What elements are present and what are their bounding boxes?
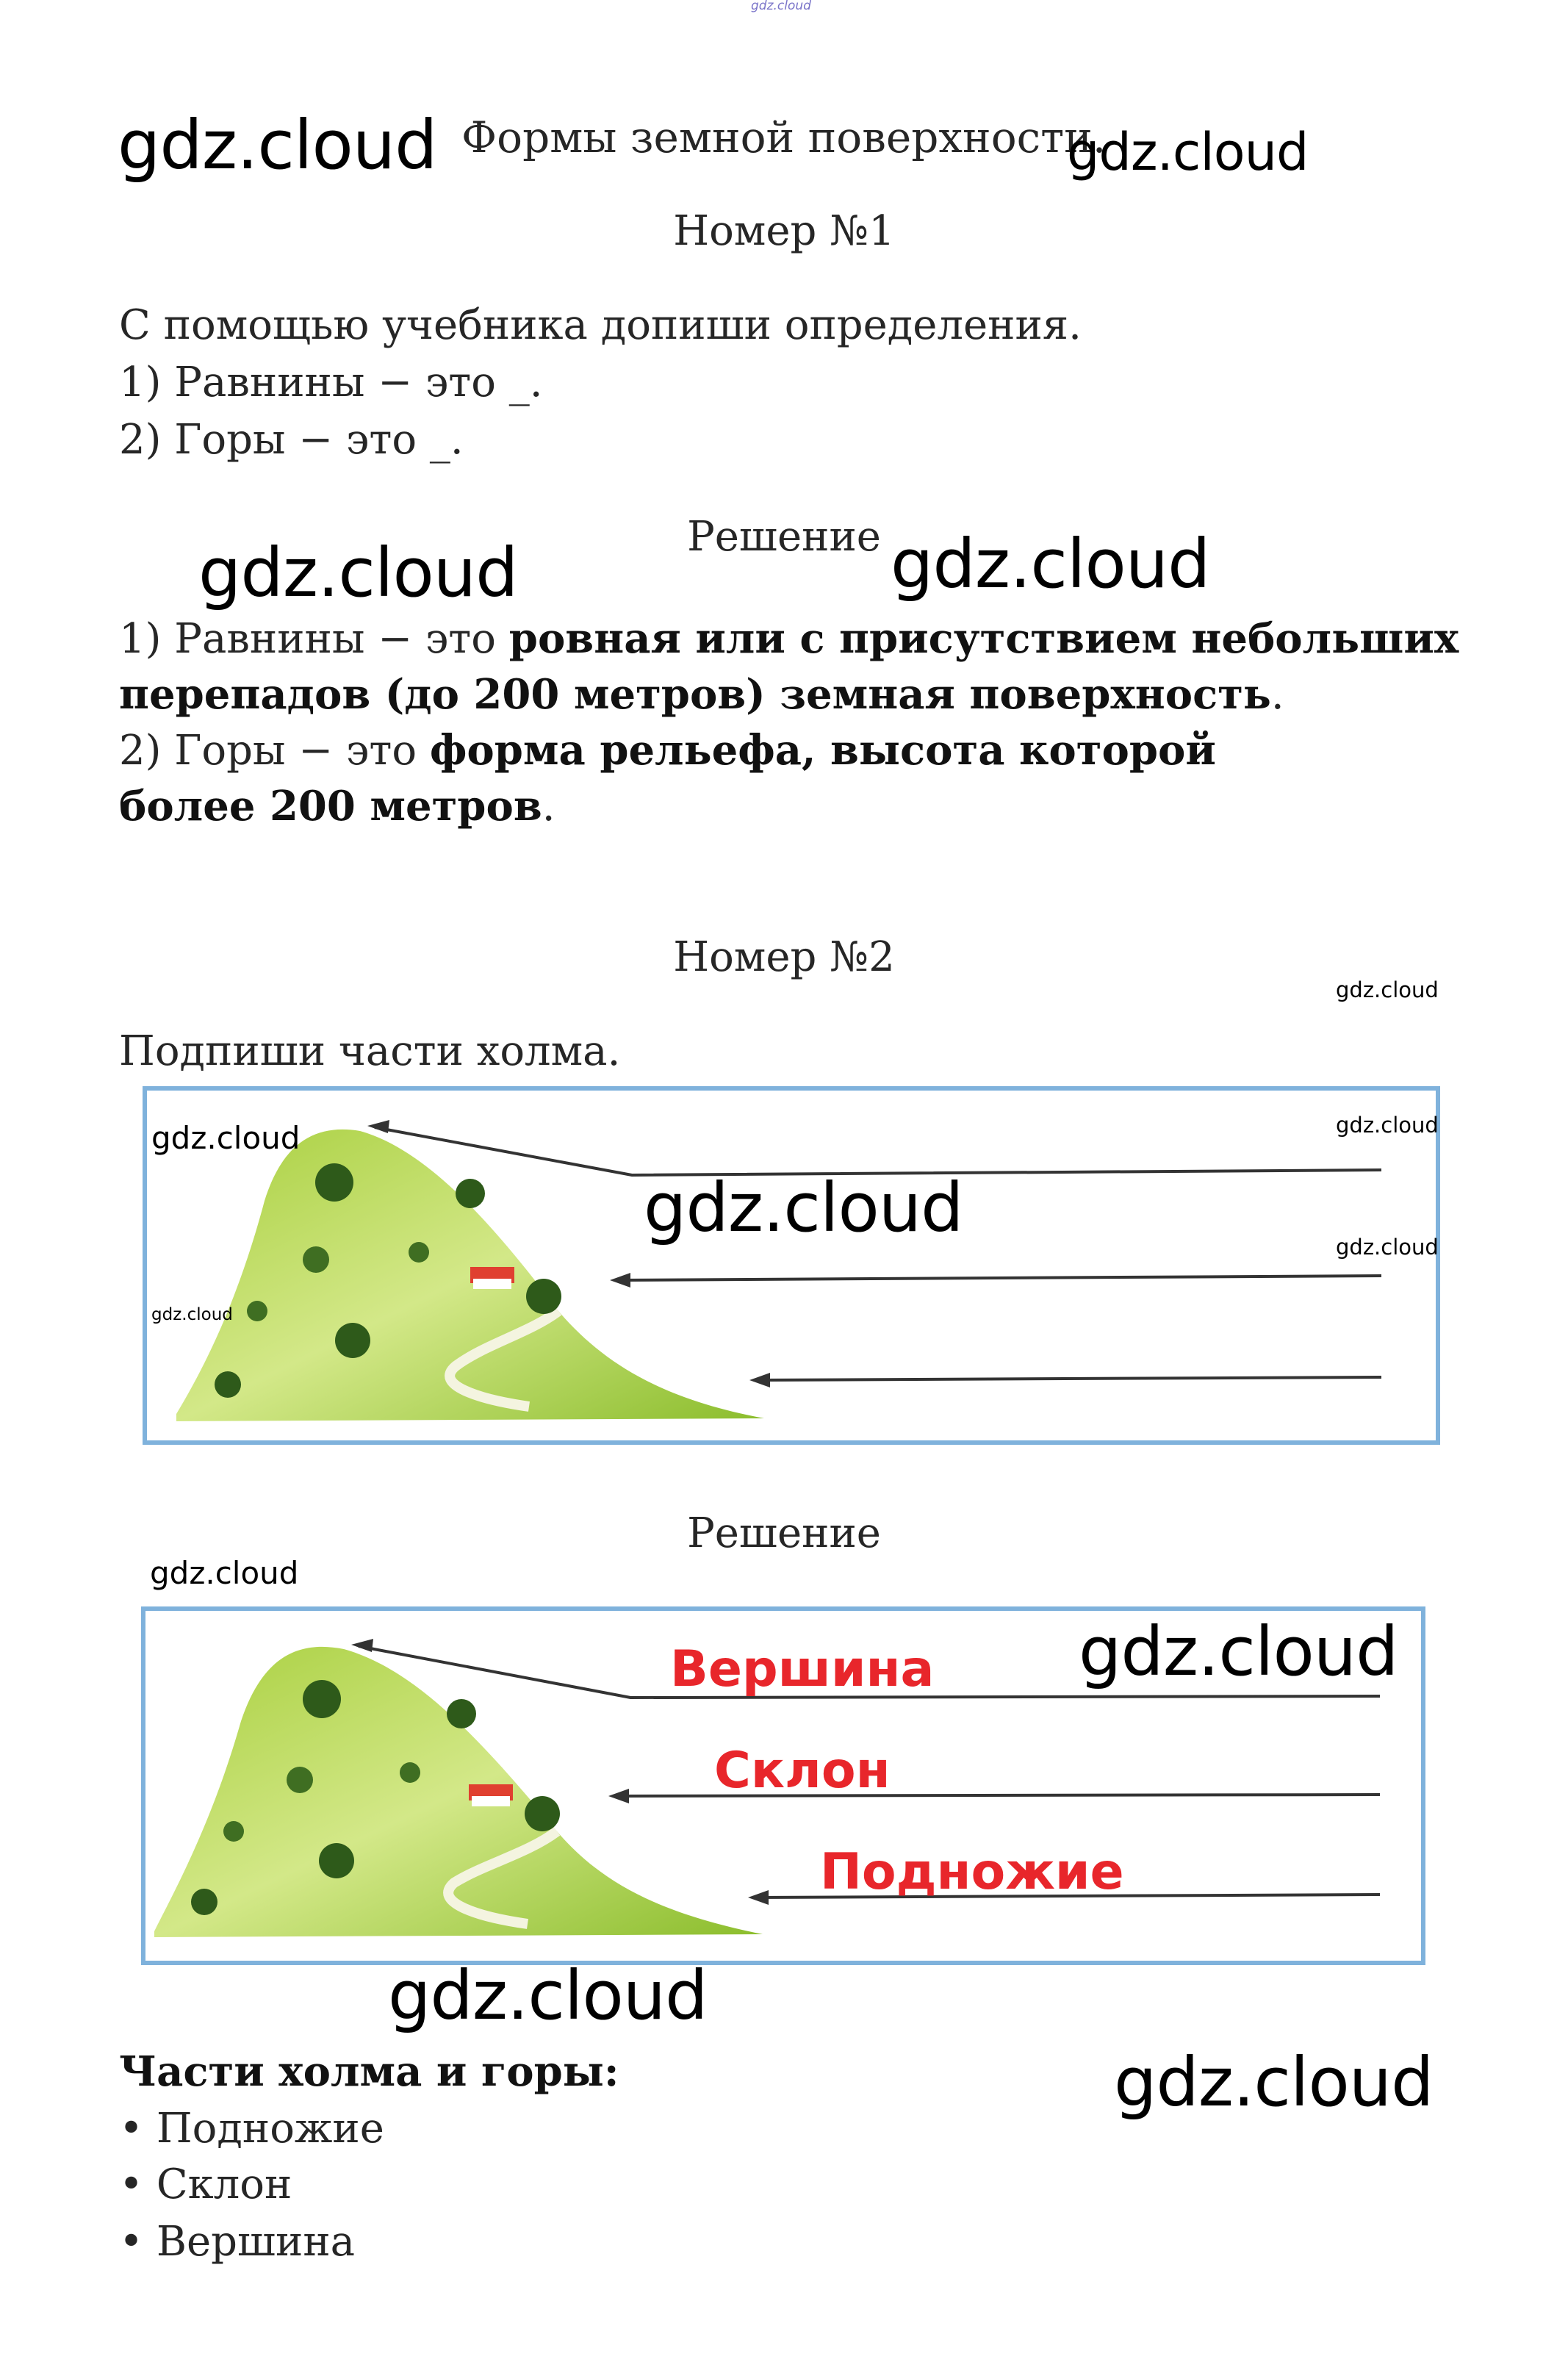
arrowhead-icon [351, 1639, 373, 1652]
arrowhead-icon [748, 1890, 769, 1905]
task1-prompt: С помощью учебника допиши определения. [119, 301, 1082, 349]
label-foot: Подножие [820, 1843, 1124, 1901]
parts-title: Части холма и горы: [119, 2047, 619, 2096]
task1-answer-1-line2 [119, 666, 1284, 724]
task1-answer-1-line1 [119, 610, 1459, 668]
arrowhead-icon [610, 1273, 630, 1288]
arrowhead-icon [608, 1789, 629, 1803]
answer-prefix: 2) Горы − это [119, 727, 430, 775]
answer-bold: более 200 метров [119, 782, 542, 830]
period: . [1270, 671, 1284, 719]
watermark: gdz.cloud [1114, 2043, 1434, 2122]
period: . [542, 783, 555, 830]
watermark: gdz.cloud [150, 1555, 299, 1591]
parts-item: • Вершина [119, 2218, 356, 2266]
watermark: gdz.cloud [891, 525, 1210, 603]
watermark: gdz.cloud [644, 1168, 963, 1247]
task1-item-2: 2) Горы − это _. [119, 416, 464, 464]
label-slope: Склон [714, 1742, 891, 1800]
pointer-line-foot [757, 1377, 1381, 1380]
pointer-line-slope [617, 1276, 1381, 1280]
house-wall [473, 1279, 511, 1289]
task1-answer-2-line1 [119, 722, 1216, 780]
answer-bold: форма рельефа, высота которой [429, 726, 1216, 775]
arrowhead-icon [749, 1373, 770, 1387]
task1-answer-2-line2 [119, 778, 555, 836]
watermark: gdz.cloud [198, 534, 518, 612]
parts-item: • Подножие [119, 2105, 384, 2152]
watermark-top: gdz.cloud [751, 0, 811, 13]
hill-diagram-solved [141, 1606, 1425, 1965]
arrowhead-icon [367, 1120, 389, 1133]
label-summit: Вершина [670, 1640, 935, 1698]
task2-prompt: Подпиши части холма. [119, 1027, 621, 1075]
watermark: gdz.cloud [151, 1120, 301, 1156]
answer-prefix: 1) Равнины − это [119, 615, 509, 663]
hill-diagram-blank [143, 1086, 1440, 1445]
watermark: gdz.cloud [118, 106, 437, 184]
watermark: gdz.cloud [1067, 122, 1309, 182]
watermark: gdz.cloud [151, 1305, 233, 1324]
watermark: gdz.cloud [1336, 1113, 1439, 1138]
task1-item-1: 1) Равнины − это _. [119, 359, 543, 406]
watermark: gdz.cloud [1079, 1612, 1398, 1691]
task2-heading: Номер №2 [673, 933, 895, 981]
answer-bold: ровная или с присутствием небольших [508, 614, 1459, 663]
watermark: gdz.cloud [388, 1956, 708, 2035]
watermark: gdz.cloud [1336, 977, 1439, 1002]
task1-solution-heading: Решение [687, 513, 881, 561]
watermark: gdz.cloud [1336, 1235, 1439, 1260]
answer-bold: перепадов (до 200 метров) земная поверхность [119, 670, 1271, 719]
parts-item: • Склон [119, 2161, 292, 2208]
page-title: Формы земной поверхности. [461, 112, 1107, 162]
task1-heading: Номер №1 [673, 207, 895, 255]
task2-solution-heading: Решение [687, 1509, 881, 1557]
hill-illustration [147, 1091, 1445, 1449]
house-wall [472, 1796, 510, 1806]
